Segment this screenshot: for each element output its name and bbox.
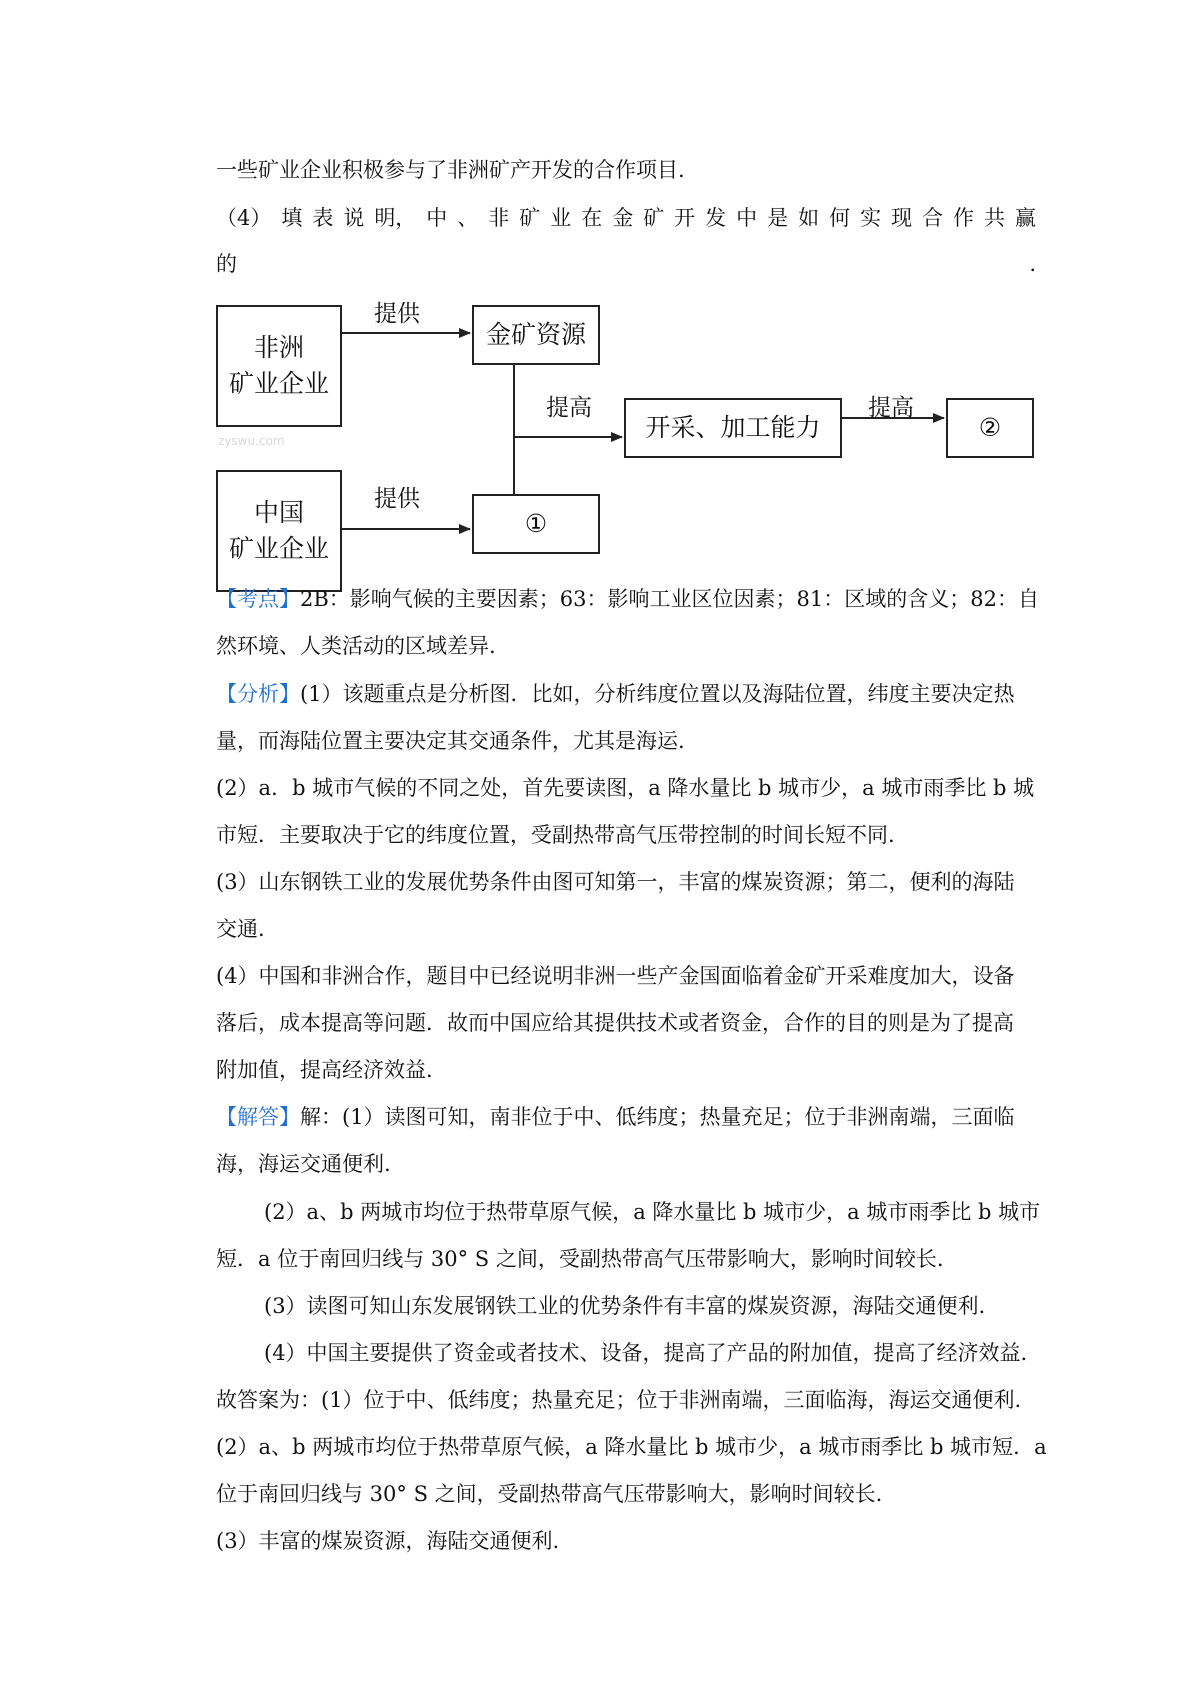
fenxi-p4-line3: 附加值，提高经济效益. [216, 1058, 433, 1082]
watermark-text: zyswu.com [218, 434, 285, 448]
box-blank-1: ① [472, 494, 600, 554]
question-4-char: 非 [488, 206, 510, 230]
box-blank-2: ② [946, 398, 1034, 458]
jieda-p1-text1: 解：(1）读图可知，南非位于中、低纬度；热量充足；位于非洲南端，三面临 [300, 1105, 1015, 1129]
kaodian-tag: 【考点】 [216, 587, 300, 611]
question-4-char: 说 [343, 206, 365, 230]
jieda-p2-line1: (2）a、b 两城市均位于热带草原气候，a 降水量比 b 城市少，a 城市雨季比 b 城市 [264, 1200, 1041, 1224]
jieda-p1-line2: 海，海运交通便利. [216, 1152, 391, 1176]
question-4-char: 矿 [643, 206, 665, 230]
fenxi-p3-line1: (3）山东钢铁工业的发展优势条件由图可知第一，丰富的煤炭资源；第二，便利的海陆 [216, 870, 1015, 894]
question-4-char: 是 [767, 206, 789, 230]
fenxi-p2-line1: (2）a．b 城市气候的不同之处，首先要读图，a 降水量比 b 城市少，a 城市雨季比 b 城 [216, 776, 1035, 800]
fenxi-p1-line1 [216, 680, 1036, 708]
kaodian-line2: 然环境、人类活动的区域差异. [216, 634, 496, 658]
label-raise-middle: 提高 [546, 395, 592, 421]
question-4-char: 现 [891, 206, 913, 230]
intro-text: 一些矿业企业积极参与了非洲矿产开发的合作项目. [216, 158, 685, 182]
question-4-char: 中 [426, 206, 448, 230]
question-4-char: 合 [922, 206, 944, 230]
question-4-char: 、 [457, 206, 479, 230]
fenxi-p1-text1: (1）该题重点是分析图．比如，分析纬度位置以及海陆位置，纬度主要决定热 [300, 682, 1015, 706]
jieda-p2-line2: 短．a 位于南回归线与 30° S 之间，受副热带高气压带影响大，影响时间较长. [216, 1247, 944, 1271]
fenxi-tag: 【分析】 [216, 682, 300, 706]
box-mining-processing-ability: 开采、加工能力 [624, 398, 842, 458]
question-4-line2-right: . [1029, 252, 1036, 276]
kaodian-line1 [216, 585, 1039, 613]
question-4-char: 金 [612, 206, 634, 230]
box-gold-resources: 金矿资源 [472, 305, 600, 365]
jieda-p3-line1: (3）读图可知山东发展钢铁工业的优势条件有丰富的煤炭资源，海陆交通便利. [264, 1294, 986, 1318]
question-4-char: 何 [829, 206, 851, 230]
question-4-char: 发 [705, 206, 727, 230]
label-provide-top: 提供 [374, 301, 420, 327]
question-4-char: 业 [550, 206, 572, 230]
label-raise-right: 提高 [868, 395, 914, 421]
question-4-char: 开 [674, 206, 696, 230]
fenxi-p4-line1: (4）中国和非洲合作，题目中已经说明非洲一些产金国面临着金矿开采难度加大，设备 [216, 964, 1015, 988]
question-4-char: 在 [581, 206, 603, 230]
question-4-char: 作 [953, 206, 975, 230]
label-provide-bottom: 提供 [374, 486, 420, 512]
question-4-char: 明， [374, 206, 417, 230]
box-africa-mining: 非洲 矿业企业 [216, 305, 342, 427]
question-4-char: 共 [984, 206, 1006, 230]
fenxi-p4-line2: 落后，成本提高等问题．故而中国应给其提供技术或者资金，合作的目的则是为了提高 [216, 1011, 1014, 1035]
answer-line2: (2）a、b 两城市均位于热带草原气候，a 降水量比 b 城市少，a 城市雨季比 b 城市短．a [216, 1435, 1047, 1459]
jieda-p1-line1 [216, 1103, 1036, 1131]
question-4-char: （4） [216, 206, 272, 230]
answer-line4: (3）丰富的煤炭资源，海陆交通便利. [216, 1529, 560, 1553]
answer-line3: 位于南回归线与 30° S 之间，受副热带高气压带影响大，影响时间较长. [216, 1482, 883, 1506]
fenxi-p1-line2: 量，而海陆位置主要决定其交通条件，尤其是海运. [216, 729, 685, 753]
answer-line1: 故答案为：(1）位于中、低纬度；热量充足；位于非洲南端，三面临海，海运交通便利. [216, 1388, 1022, 1412]
kaodian-text1: 2B：影响气候的主要因素；63：影响工业区位因素；81：区域的含义；82：自 [300, 587, 1039, 611]
jieda-tag: 【解答】 [216, 1105, 300, 1129]
question-4-char: 填 [281, 206, 303, 230]
question-4-char: 实 [860, 206, 882, 230]
question-4-line2-left: 的 [216, 252, 237, 276]
question-4-char: 表 [312, 206, 334, 230]
question-4-char: 赢 [1015, 206, 1036, 230]
question-4-char: 如 [798, 206, 820, 230]
box-china-mining: 中国 矿业企业 [216, 470, 342, 592]
question-4-char: 中 [736, 206, 758, 230]
question-4-char: 矿 [519, 206, 541, 230]
jieda-p4-line1: (4）中国主要提供了资金或者技术、设备，提高了产品的附加值，提高了经济效益. [264, 1341, 1028, 1365]
fenxi-p2-line2: 市短．主要取决于它的纬度位置，受副热带高气压带控制的时间长短不同. [216, 823, 895, 847]
fenxi-p3-line2: 交通. [216, 917, 265, 941]
